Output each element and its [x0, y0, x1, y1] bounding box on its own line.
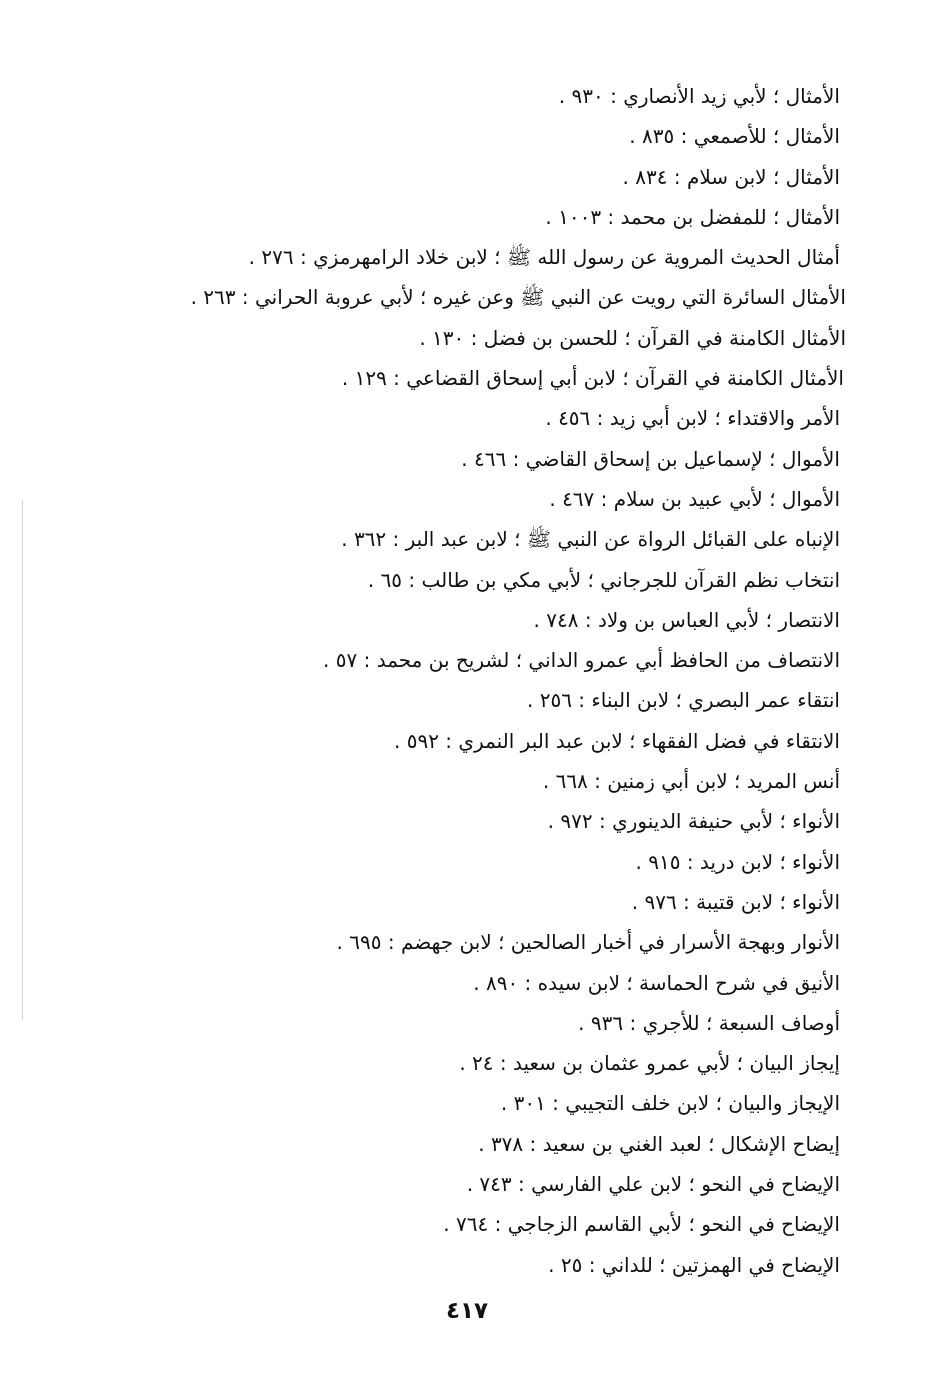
index-entry: الأمثال الكامنة في القرآن ؛ للحسن بن فضل : ١٣٠ . — [419, 325, 846, 350]
index-entry: الانتقاء في فضل الفقهاء ؛ لابن عبد البر النمري : ٥٩٢ . — [393, 728, 840, 753]
index-entry: الأنواء ؛ لأبي حنيفة الدينوري : ٩٧٢ . — [547, 809, 840, 834]
page-number: ٤١٧ — [445, 1298, 489, 1324]
index-entry: الأمثال ؛ للمفضل بن محمد : ١٠٠٣ . — [545, 204, 840, 229]
index-entry: الأمثال السائرة التي رويت عن النبي ﷺ وعن غيره ؛ لأبي عروبة الحراني : ٢٦٣ . — [190, 285, 846, 310]
index-entry-list — [100, 76, 846, 1285]
index-entry: الأنوار وبهجة الأسرار في أخبار الصالحين ؛ لابن جهضم : ٦٩٥ . — [336, 930, 840, 955]
index-entry: الانتصار ؛ لأبي العباس بن ولاد : ٧٤٨ . — [533, 607, 840, 632]
index-entry: أمثال الحديث المروية عن رسول الله ﷺ ؛ لابن خلاد الرامهرمزي : ٢٧٦ . — [248, 245, 840, 270]
scan-margin-line — [22, 500, 23, 1020]
index-entry: الأنيق في شرح الحماسة ؛ لابن سيده : ٨٩٠ . — [473, 970, 840, 995]
index-entry: انتقاء عمر البصري ؛ لابن البناء : ٢٥٦ . — [527, 688, 840, 713]
index-entry: أوصاف السبعة ؛ للأجري : ٩٣٦ . — [578, 1010, 840, 1035]
index-entry: الأمثال ؛ للأصمعي : ٨٣٥ . — [629, 124, 840, 149]
index-entry: الإنباه على القبائل الرواة عن النبي ﷺ ؛ لابن عبد البر : ٣٦٢ . — [341, 527, 840, 552]
index-entry: الأمثال ؛ لأبي زيد الأنصاري : ٩٣٠ . — [558, 84, 840, 108]
index-entry: الأموال ؛ لإسماعيل بن إسحاق القاضي : ٤٦٦ . — [461, 446, 840, 471]
index-entry: الأمثال الكامنة في القرآن ؛ لابن أبي إسحاق القضاعي : ١٢٩ . — [341, 366, 844, 391]
index-entry: الإيضاح في النحو ؛ لابن علي الفارسي : ٧٤٣ . — [466, 1172, 840, 1197]
index-entry: إيجاز البيان ؛ لأبي عمرو عثمان بن سعيد : ٢٤ . — [459, 1051, 840, 1076]
index-entry: الأمثال ؛ لابن سلام : ٨٣٤ . — [622, 164, 840, 189]
index-entry: إيضاح الإشكال ؛ لعبد الغني بن سعيد : ٣٧٨ . — [478, 1131, 840, 1156]
index-entry: أنس المريد ؛ لابن أبي زمنين : ٦٦٨ . — [542, 769, 840, 794]
index-entry: الإيجاز والبيان ؛ لابن خلف التجيبي : ٣٠١ . — [500, 1091, 840, 1116]
index-entry: انتخاب نظم القرآن للجرجاني ؛ لأبي مكي بن طالب : ٦٥ . — [367, 567, 840, 592]
index-entry: الأنواء ؛ لابن قتيبة : ٩٧٦ . — [631, 889, 840, 914]
index-entry: الأنواء ؛ لابن دريد : ٩١٥ . — [635, 849, 840, 874]
index-entry: الأموال ؛ لأبي عبيد بن سلام : ٤٦٧ . — [549, 486, 840, 511]
index-entry: الإيضاح في النحو ؛ لأبي القاسم الزجاجي : ٧٦٤ . — [443, 1212, 840, 1237]
index-entry: الإيضاح في الهمزتين ؛ للداني : ٢٥ . — [548, 1252, 840, 1277]
index-entry: الأمر والاقتداء ؛ لابن أبي زيد : ٤٥٦ . — [545, 406, 840, 431]
index-entry: الانتصاف من الحافظ أبي عمرو الداني ؛ لشريح بن محمد : ٥٧ . — [323, 648, 840, 673]
